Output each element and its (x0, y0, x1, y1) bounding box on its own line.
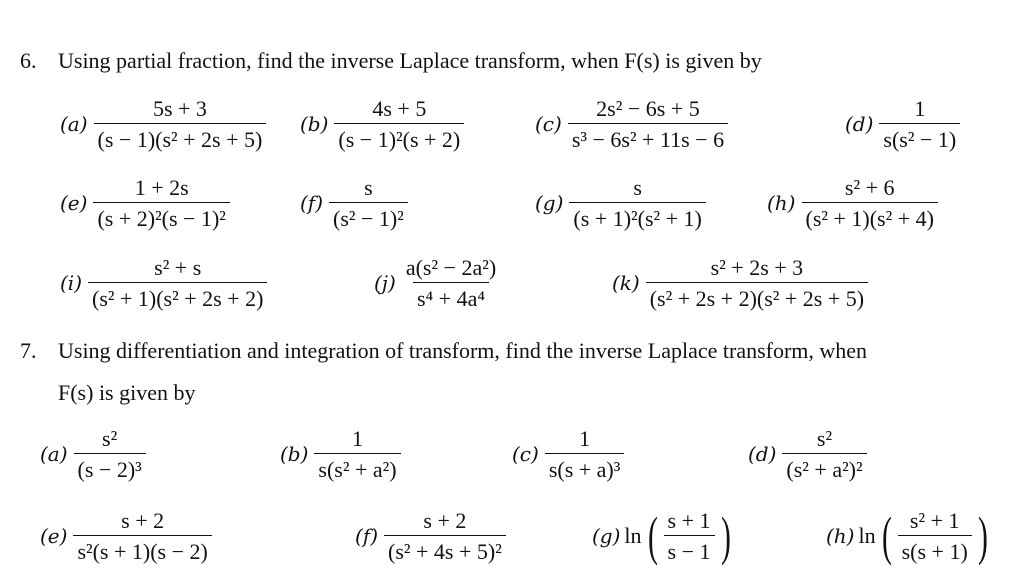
q6-item-e (60, 175, 232, 232)
fraction (314, 426, 400, 483)
parenthesized-fraction (644, 508, 735, 565)
denominator: (s − 1)²(s + 2) (334, 123, 464, 152)
right-paren: ) (977, 506, 988, 567)
q6-item-f (300, 175, 410, 232)
fraction (664, 508, 715, 565)
fraction (94, 96, 267, 153)
numerator: s + 2 (121, 508, 165, 533)
fraction (74, 426, 146, 483)
question-6-number: 6. (20, 48, 37, 73)
q6-item-c (535, 96, 730, 153)
fraction (73, 508, 211, 565)
denominator: s(s + a)³ (545, 453, 625, 482)
q6-item-k (612, 255, 870, 312)
fraction (898, 508, 972, 565)
numerator: 1 (351, 426, 363, 451)
denominator: s⁴ + 4a⁴ (413, 282, 489, 311)
numerator: s (364, 175, 373, 200)
q6-item-j (374, 255, 502, 312)
numerator: 5s + 3 (152, 96, 207, 121)
q6-item-i (60, 255, 269, 312)
log-function: ln (858, 523, 876, 549)
fraction (545, 426, 625, 483)
denominator: s(s + 1) (898, 535, 972, 564)
question-7-text-line2: F(s) is given by (58, 380, 196, 405)
numerator: s² + s (154, 255, 202, 280)
numerator: s + 2 (423, 508, 467, 533)
log-function: ln (624, 523, 642, 549)
fraction (782, 426, 866, 483)
numerator: s + 1 (667, 508, 711, 533)
fraction (402, 255, 500, 312)
denominator: (s + 2)²(s − 1)² (93, 202, 229, 231)
item-label: (d) (748, 442, 777, 467)
numerator: 1 + 2s (134, 175, 189, 200)
fraction (334, 96, 464, 153)
q7-item-e (40, 508, 214, 565)
item-label: (g) (592, 524, 621, 549)
item-label: (f) (355, 524, 379, 549)
denominator: s(s² + a²) (314, 453, 400, 482)
fraction (568, 96, 728, 153)
q7-item-g (592, 508, 734, 565)
item-label: (e) (40, 524, 68, 549)
numerator: 4s + 5 (372, 96, 427, 121)
fraction (879, 96, 960, 153)
q7-item-f (355, 508, 508, 565)
item-label: (i) (60, 271, 83, 296)
fraction (646, 255, 868, 312)
numerator: a(s² − 2a²) (405, 255, 497, 280)
right-paren: ) (720, 506, 731, 567)
denominator: (s² + a²)² (782, 453, 866, 482)
q6-item-g (535, 175, 708, 232)
numerator: s² (102, 426, 118, 451)
item-label: (c) (512, 442, 539, 467)
denominator: s²(s + 1)(s − 2) (73, 535, 211, 564)
denominator: s(s² − 1) (879, 123, 960, 152)
fraction (384, 508, 506, 565)
q6-item-a (60, 96, 268, 153)
fraction (569, 175, 705, 232)
q6-item-b (300, 96, 466, 153)
denominator: (s − 1)(s² + 2s + 5) (94, 123, 267, 152)
item-label: (f) (300, 191, 324, 216)
question-7-text-line1: Using differentiation and integration of transform, find the inverse Laplace transform, when (58, 338, 868, 363)
parenthesized-fraction (878, 508, 992, 565)
denominator: s³ − 6s² + 11s − 6 (568, 123, 728, 152)
item-label: (j) (374, 271, 396, 296)
fraction (88, 255, 267, 312)
denominator: (s + 1)²(s² + 1) (569, 202, 705, 231)
q7-item-c (512, 426, 626, 483)
numerator: 1 (579, 426, 591, 451)
denominator: (s − 2)³ (74, 453, 146, 482)
numerator: s² + 2s + 3 (710, 255, 804, 280)
item-label: (e) (60, 191, 88, 216)
numerator: s² (816, 426, 833, 451)
numerator: s² + 1 (909, 508, 960, 533)
denominator: (s² + 1)(s² + 4) (802, 202, 938, 231)
q6-item-d (845, 96, 962, 153)
item-label: (d) (845, 112, 874, 137)
q6-item-h (767, 175, 940, 232)
denominator: s − 1 (664, 535, 715, 564)
numerator: s (633, 175, 642, 200)
left-paren: ( (647, 506, 658, 567)
question-7-heading (20, 338, 867, 364)
q7-item-d (748, 426, 869, 483)
item-label: (h) (767, 191, 796, 216)
numerator: s² + 6 (844, 175, 895, 200)
fraction (329, 175, 408, 232)
numerator: 1 (914, 96, 926, 121)
item-label: (b) (300, 112, 329, 137)
item-label: (k) (612, 271, 640, 296)
item-label: (c) (535, 112, 562, 137)
fraction (93, 175, 229, 232)
question-6-text: Using partial fraction, find the inverse Laplace transform, when F(s) is given by (58, 48, 762, 73)
question-7-number: 7. (20, 338, 37, 363)
item-label: (a) (40, 442, 68, 467)
numerator: 2s² − 6s + 5 (596, 96, 700, 121)
item-label: (a) (60, 112, 88, 137)
denominator: (s² − 1)² (329, 202, 408, 231)
q7-item-b (280, 426, 403, 483)
q7-item-h (826, 508, 992, 565)
item-label: (b) (280, 442, 309, 467)
denominator: (s² + 1)(s² + 2s + 2) (88, 282, 267, 311)
question-6-heading (20, 48, 762, 74)
fraction (802, 175, 938, 232)
q7-item-a (40, 426, 148, 483)
item-label: (h) (826, 524, 855, 549)
denominator: (s² + 2s + 2)(s² + 2s + 5) (646, 282, 868, 311)
item-label: (g) (535, 191, 564, 216)
left-paren: ( (881, 506, 892, 567)
denominator: (s² + 4s + 5)² (384, 535, 506, 564)
